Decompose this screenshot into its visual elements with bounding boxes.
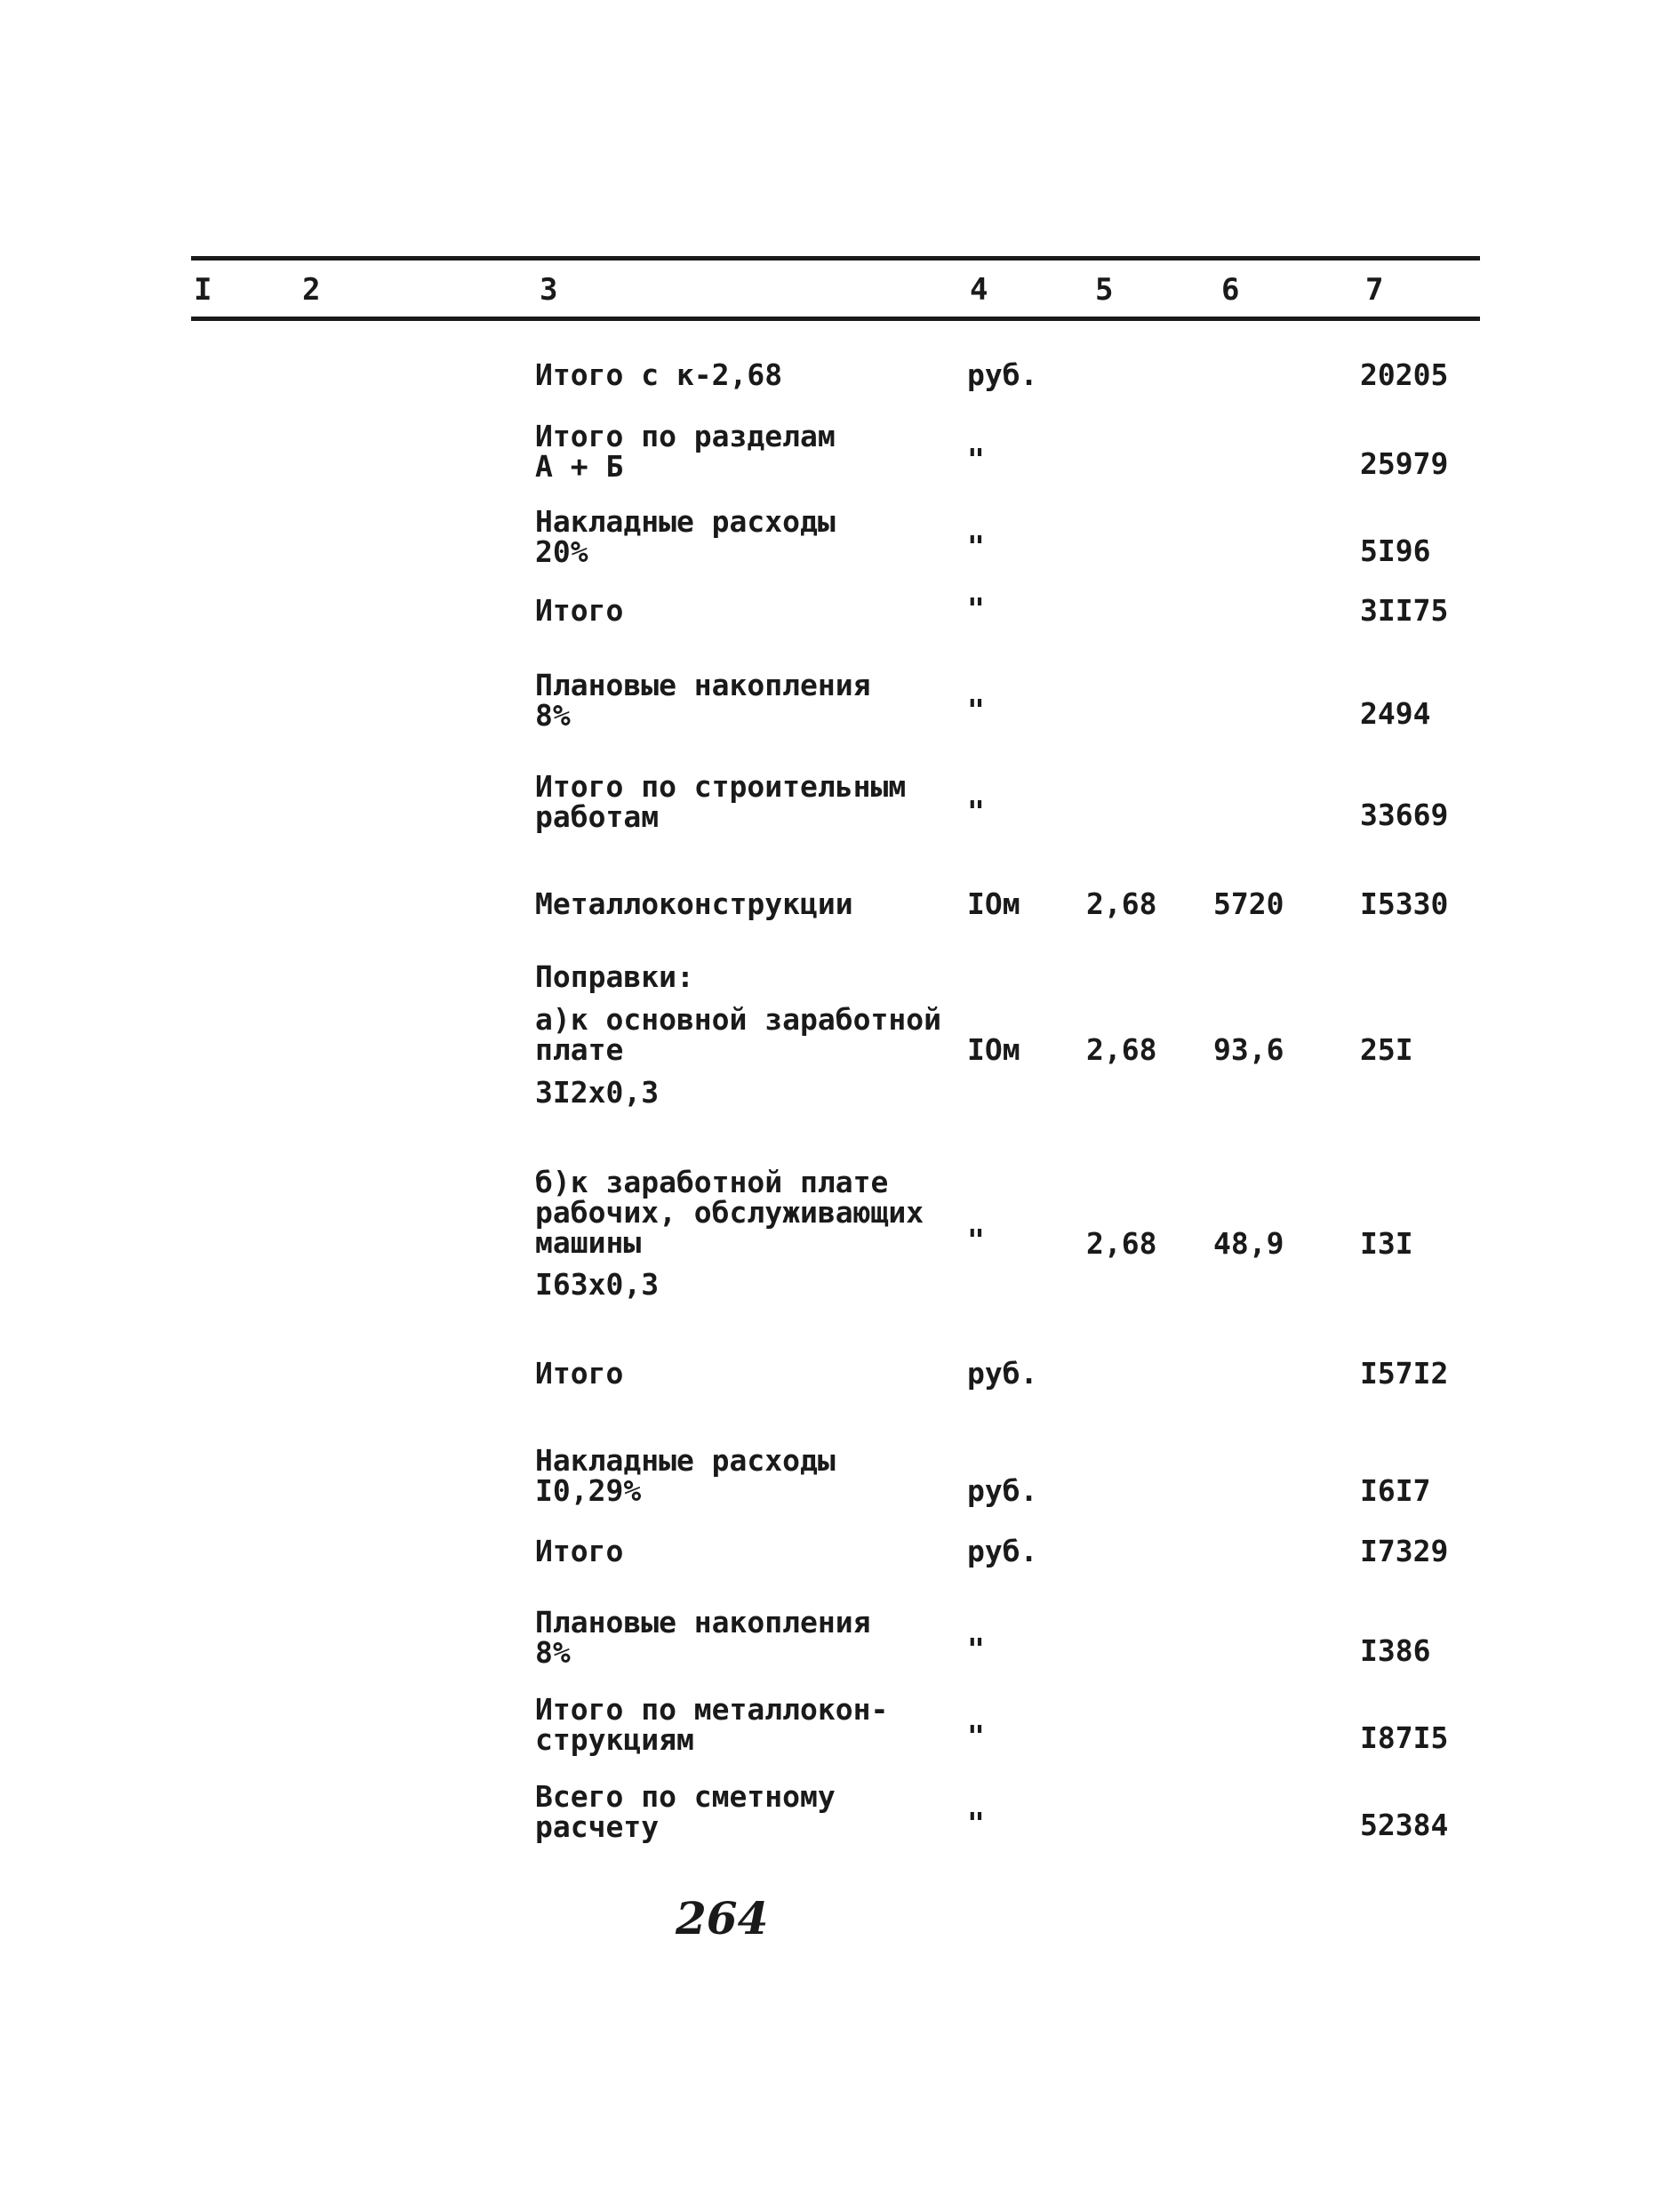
row-unit: " <box>967 1719 985 1753</box>
column-header-2: 2 <box>302 272 321 308</box>
row-total: I6I7 <box>1360 1473 1431 1508</box>
column-header-4: 4 <box>970 272 988 308</box>
row-description: Итого с к-2,68 <box>535 357 783 392</box>
column-header-1: I <box>194 272 212 308</box>
row-total: 25I <box>1360 1032 1413 1067</box>
row-unit: IОм <box>967 1032 1020 1067</box>
row-description: Итого по металлокон- струкциям <box>535 1692 889 1757</box>
row-price: 48,9 <box>1213 1226 1284 1261</box>
row-price: 93,6 <box>1213 1032 1284 1067</box>
row-description: Итого по строительным работам <box>535 769 907 834</box>
row-unit: " <box>967 591 985 626</box>
row-total: 2494 <box>1360 696 1431 731</box>
row-unit: " <box>967 1806 985 1840</box>
row-description: Поправки: <box>535 959 694 994</box>
row-price: 5720 <box>1213 886 1284 921</box>
row-total: I386 <box>1360 1633 1431 1668</box>
row-description: Итого <box>535 1534 624 1568</box>
column-header-3: 3 <box>540 272 558 308</box>
row-description: Металлоконструкции <box>535 886 853 921</box>
row-description: Итого по разделам А + Б <box>535 419 836 484</box>
column-header-6: 6 <box>1221 272 1240 308</box>
row-description: б)к заработной плате рабочих, обслуживающих машины <box>535 1165 924 1260</box>
row-description: Накладные расходы 20% <box>535 504 836 569</box>
row-total: 33669 <box>1360 798 1449 832</box>
row-coefficient: 2,68 <box>1086 1032 1157 1067</box>
row-total: 52384 <box>1360 1808 1449 1842</box>
row-unit: руб. <box>967 357 1038 392</box>
row-unit: " <box>967 794 985 829</box>
row-description: Плановые накопления 8% <box>535 668 871 733</box>
row-total: 5I96 <box>1360 533 1431 568</box>
page-number: 264 <box>676 1892 769 1944</box>
row-description: а)к основной заработной плате <box>535 1002 941 1067</box>
row-description: I63х0,3 <box>535 1267 660 1302</box>
row-coefficient: 2,68 <box>1086 1226 1157 1261</box>
row-description: 3I2х0,3 <box>535 1075 660 1110</box>
row-coefficient: 2,68 <box>1086 886 1157 921</box>
row-description: Итого <box>535 593 624 628</box>
row-unit: " <box>967 529 985 564</box>
column-header-7: 7 <box>1365 272 1384 308</box>
row-unit: IОм <box>967 886 1020 921</box>
table-top-rule <box>191 256 1480 261</box>
row-unit: руб. <box>967 1473 1038 1508</box>
row-total: I5330 <box>1360 886 1449 921</box>
row-description: Итого <box>535 1356 624 1391</box>
row-total: I87I5 <box>1360 1720 1449 1755</box>
row-description: Накладные расходы I0,29% <box>535 1443 836 1508</box>
row-unit: руб. <box>967 1356 1038 1391</box>
column-header-5: 5 <box>1095 272 1114 308</box>
row-total: 3II75 <box>1360 593 1449 628</box>
table-header-rule <box>191 317 1480 321</box>
row-description: Всего по сметному расчету <box>535 1779 836 1844</box>
row-total: 25979 <box>1360 446 1449 481</box>
row-unit: " <box>967 693 985 727</box>
row-description: Плановые накопления 8% <box>535 1605 871 1670</box>
row-unit: " <box>967 442 985 477</box>
row-unit: " <box>967 1223 985 1257</box>
row-unit: " <box>967 1632 985 1666</box>
row-total: I3I <box>1360 1226 1413 1261</box>
row-unit: руб. <box>967 1534 1038 1568</box>
row-total: I7329 <box>1360 1534 1449 1568</box>
row-total: 20205 <box>1360 357 1449 392</box>
row-total: I57I2 <box>1360 1356 1449 1391</box>
